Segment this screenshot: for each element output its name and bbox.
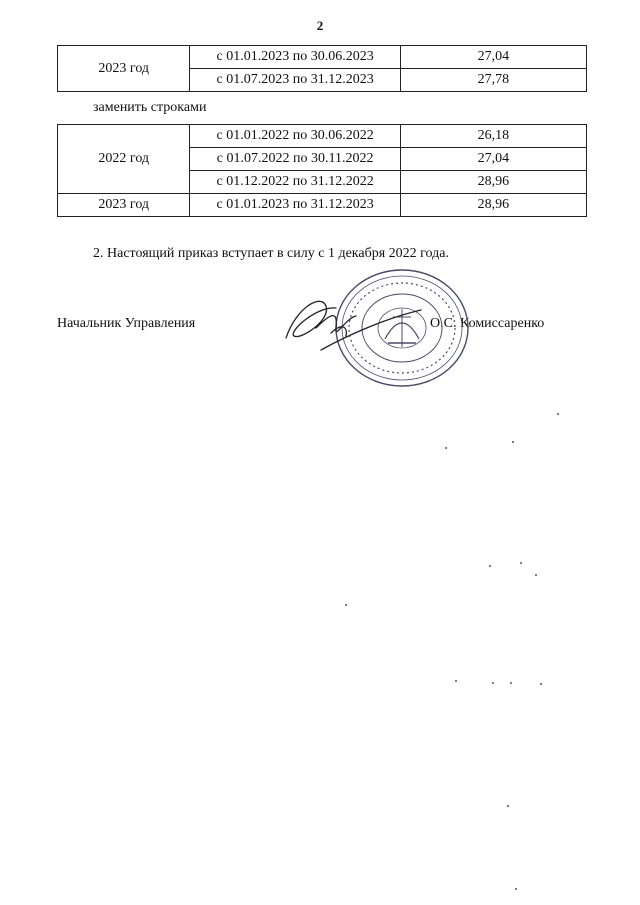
- scan-speck: [512, 441, 514, 443]
- replace-label: заменить строками: [93, 100, 207, 115]
- rate-cell: 27,78: [400, 69, 586, 92]
- year-cell: 2023 год: [58, 194, 190, 217]
- rate-cell: 27,04: [400, 46, 586, 69]
- old-rates-table: [57, 45, 587, 92]
- scan-speck: [492, 682, 494, 684]
- signatory-name: О.С. Комиссаренко: [430, 316, 545, 331]
- period-cell: с 01.07.2022 по 30.11.2022: [190, 148, 400, 171]
- rate-cell: 28,96: [400, 194, 586, 217]
- scan-speck: [455, 680, 457, 682]
- scan-speck: [507, 805, 509, 807]
- period-cell: с 01.01.2023 по 31.12.2023: [190, 194, 400, 217]
- clause-2: 2. Настоящий приказ вступает в силу с 1 декабря 2022 года.: [93, 246, 449, 261]
- scan-speck: [345, 604, 347, 606]
- signature-icon: [276, 288, 426, 358]
- period-cell: с 01.01.2022 по 30.06.2022: [190, 125, 400, 148]
- rate-cell: 28,96: [400, 171, 586, 194]
- period-cell: с 01.01.2023 по 30.06.2023: [190, 46, 400, 69]
- table-row: [58, 194, 587, 217]
- new-rates-table: [57, 124, 587, 217]
- scan-speck: [445, 447, 447, 449]
- scan-speck: [510, 682, 512, 684]
- rate-cell: 27,04: [400, 148, 586, 171]
- rate-cell: 26,18: [400, 125, 586, 148]
- scan-speck: [535, 574, 537, 576]
- scan-speck: [540, 683, 542, 685]
- scan-speck: [489, 565, 491, 567]
- period-cell: с 01.12.2022 по 31.12.2022: [190, 171, 400, 194]
- year-cell: 2023 год: [58, 46, 190, 92]
- page-number: 2: [316, 18, 324, 33]
- scan-speck: [515, 888, 517, 890]
- table-row: [58, 125, 587, 148]
- signatory-title: Начальник Управления: [57, 316, 196, 331]
- table-row: [58, 46, 587, 69]
- scan-speck: [520, 562, 522, 564]
- year-cell: 2022 год: [58, 125, 190, 194]
- scan-speck: [557, 413, 559, 415]
- period-cell: с 01.07.2023 по 31.12.2023: [190, 69, 400, 92]
